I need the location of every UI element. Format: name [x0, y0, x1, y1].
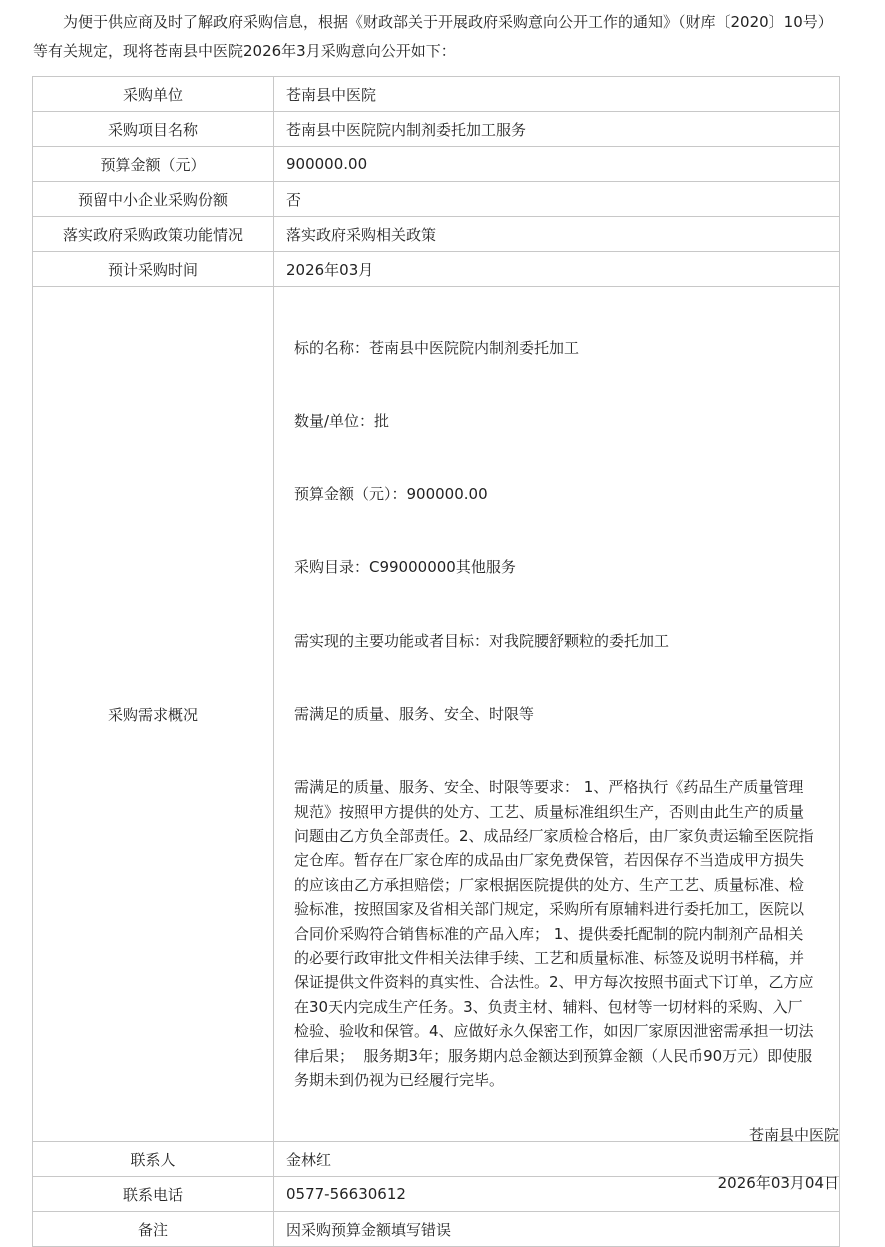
phone-label: 联系电话 — [33, 1177, 274, 1212]
budget-label: 预算金额（元） — [33, 147, 274, 182]
remark-value: 因采购预算金额填写错误 — [274, 1212, 840, 1247]
sme-share-label: 预留中小企业采购份额 — [33, 182, 274, 217]
signer-name: 苍南县中医院 — [748, 1126, 839, 1144]
table-row — [33, 147, 840, 182]
demand-line: 预算金额（元）：900000.00 — [294, 485, 488, 504]
contact-label: 联系人 — [33, 1142, 274, 1177]
remark-label: 备注 — [33, 1212, 274, 1247]
demand-detail — [294, 287, 814, 1141]
demand-summary-label: 采购需求概况 — [33, 287, 274, 1142]
project-name-value: 苍南县中医院院内制剂委托加工服务 — [274, 112, 840, 147]
procurement-time-value: 2026年03月 — [274, 252, 840, 287]
demand-line: 需满足的质量、服务、安全、时限等要求： 1、严格执行《药品生产质量管理规范》按照甲方提供的处方、工艺、质量标准组织生产，否则由此生产的质量问题由乙方负全部责任。2、成品经厂家质检合格后，由厂家负责运输至医院指定仓库。暂存在厂家仓库的成品由厂家免费保管，若因保存不当造成甲方损失的应该由乙方承担赔偿；厂家根据医院提供的处方、生产工艺、质量标准、检验标准，按照国家及省相关部门规定，采购所有原辅料进行委托加工，医院以合同价采购符合销售标准的产品入库； 1、提供委托配制的院内制剂产品相关的必要行政审批文件相关法律手续、工艺和质量标准、标签及说明书样稿，并保证提供文件资料的真实性、合法性。2、甲方每次按照书面式下订单，乙方应在30天内完成生产任务。3、负责主材、辅料、包材等一切材料的采购、入厂检验、验收和保管。4、应做好永久保密工作，如因厂家原因泄密需承担一切法律后果； 服务期3年；服务期内总金额达到预算金额（人民币90万元）即使服务期未到仍视为已经履行完毕。 — [294, 778, 814, 1089]
table-row — [33, 112, 840, 147]
demand-line: 数量/单位：批 — [294, 412, 390, 431]
table-row — [33, 287, 840, 1142]
table-row — [33, 252, 840, 287]
contact-value: 金林红 — [274, 1142, 840, 1177]
budget-value: 900000.00 — [274, 147, 840, 182]
phone-value: 0577-56630612 — [274, 1177, 840, 1212]
table-row — [33, 182, 840, 217]
demand-line: 需满足的质量、服务、安全、时限等 — [294, 704, 535, 723]
signature-date: 2026年03月04日 — [717, 1174, 839, 1192]
procurement-time-label: 预计采购时间 — [33, 252, 274, 287]
policy-value: 落实政府采购相关政策 — [274, 217, 840, 252]
procurement-unit-value: 苍南县中医院 — [274, 77, 840, 112]
demand-line: 采购目录：C99000000其他服务 — [294, 558, 516, 577]
procurement-intention-table — [32, 76, 840, 1247]
sme-share-value: 否 — [274, 182, 840, 217]
table-row — [33, 217, 840, 252]
demand-line: 标的名称：苍南县中医院院内制剂委托加工 — [294, 338, 580, 357]
project-name-label: 采购项目名称 — [33, 112, 274, 147]
demand-line: 需实现的主要功能或者目标：对我院腰舒颗粒的委托加工 — [294, 631, 670, 650]
demand-summary-value — [274, 287, 840, 1142]
intro-paragraph: 为便于供应商及时了解政府采购信息，根据《财政部关于开展政府采购意向公开工作的通知》（财库〔2020〕10号）等有关规定，现将苍南县中医院2026年3月采购意向公开如下： — [33, 13, 833, 60]
policy-label: 落实政府采购政策功能情况 — [33, 217, 274, 252]
procurement-unit-label: 采购单位 — [33, 77, 274, 112]
table-row — [33, 1212, 840, 1247]
table-row — [33, 77, 840, 112]
